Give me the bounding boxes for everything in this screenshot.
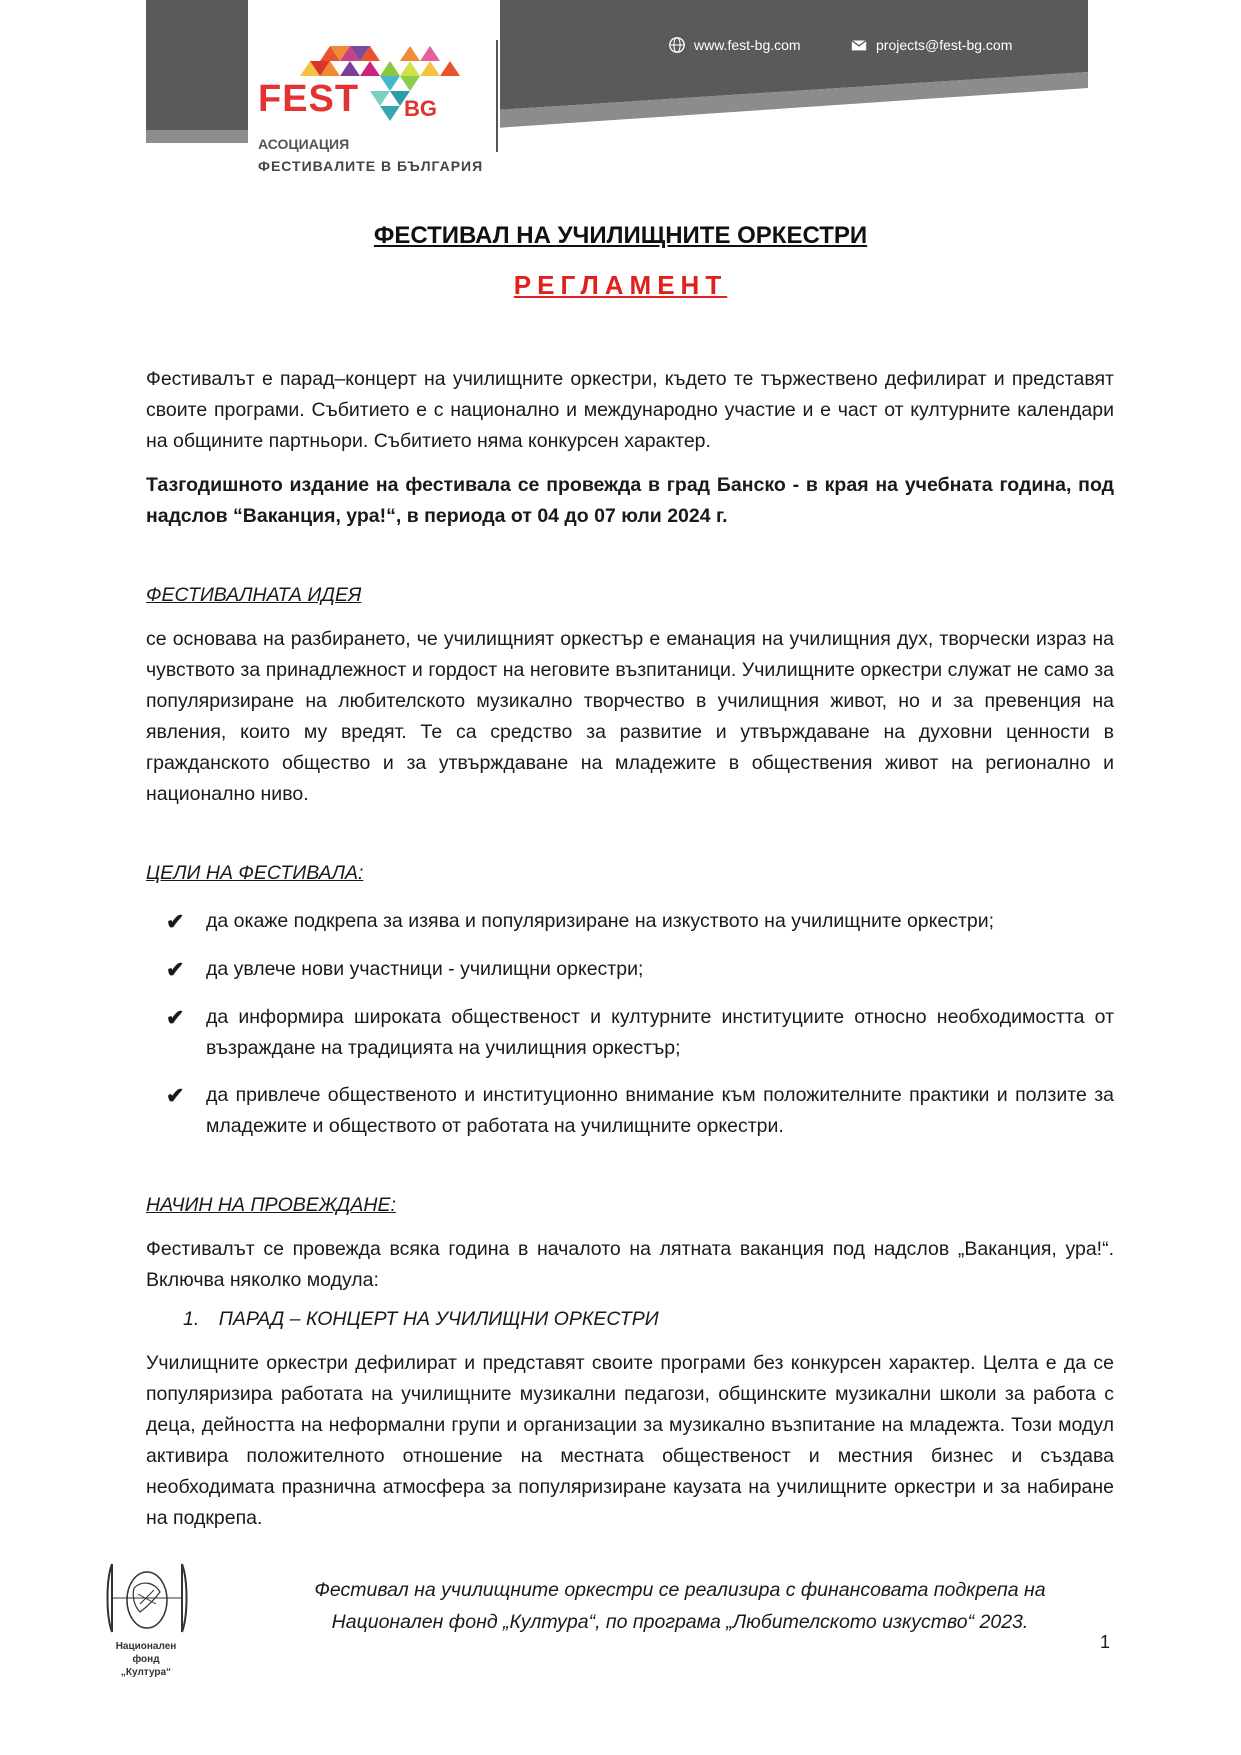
checkmark-icon: ✔: [166, 909, 185, 934]
email-link[interactable]: projects@fest-bg.com: [876, 37, 1013, 53]
national-fund-label: [98, 1640, 194, 1679]
goal-item-text: да привлече общественото и институционно внимание към положителните практики и ползите за младежите и обществото от работата на училищните оркестри.: [206, 1084, 1114, 1137]
fund-line-3: „Култура“: [120, 1667, 172, 1678]
idea-paragraph: се основава на разбирането, че училищният оркестър е еманация на училищния дух, творчески израз на чувството за принадлежност и гордост на неговите възпитаници. Училищните оркестри служат не само за популяризиране на любителското музикално творчество в училищния живот, но и за превенция на явления, които му вредят. Те са средство за развитие и утвърждаване на духовни ценности в гражданското общество и за утвърждаване на младежите в обществения живот на регионално и национално ниво.: [146, 628, 1114, 805]
logo-bg-text: BG: [404, 96, 437, 121]
module-number: 1.: [183, 1308, 200, 1330]
footer-note: [240, 1574, 1120, 1638]
logo-subtitle-text: ФЕСТИВАЛИТЕ В БЪЛГАРИЯ: [258, 158, 484, 174]
logo-fest-text: FEST: [258, 78, 360, 120]
goals-heading: ЦЕЛИ НА ФЕСТИВАЛА:: [146, 862, 364, 884]
checkmark-icon: ✔: [166, 957, 185, 982]
logo-association-text: АСОЦИАЦИЯ: [258, 136, 350, 152]
footer-line-2: Национален фонд „Култура“, по програма „Любителското изкуство“ 2023.: [331, 1611, 1029, 1633]
module-title: ПАРАД – КОНЦЕРТ НА УЧИЛИЩНИ ОРКЕСТРИ: [218, 1308, 659, 1330]
website-link[interactable]: www.fest-bg.com: [694, 37, 801, 53]
module-item: [183, 1308, 659, 1331]
module-paragraph: Училищните оркестри дефилират и представят своите програми без конкурсен характер. Целта е да се популяризира работата на училищните музикални педагози, общинските музикални школи за работа с деца, дейността на неформални групи и организации за музикално възпитание на младежта. Този модул активира положителното отношение на местната общественост и местния бизнес и създава необходимата празнична атмосфера за популяризиране каузата на училищните оркестри и за набиране на подкрепа.: [146, 1352, 1114, 1529]
document-subtitle: РЕГЛАМЕНТ: [513, 270, 728, 300]
intro-paragraph: Фестивалът е парад–концерт на училищните оркестри, където те тържествено дефилират и представят своите програми. Събитието е с национално и международно участие и е част от културните календари на общините партньори. Събитието няма конкурсен характер.: [146, 368, 1114, 452]
national-fund-culture-logo: [104, 1560, 190, 1636]
footer-line-1: Фестивал на училищните оркестри се реализира с финансовата подкрепа на: [314, 1579, 1046, 1601]
fund-line-1: Национален: [115, 1641, 177, 1652]
goal-item: [166, 1002, 1114, 1064]
method-paragraph: Фестивалът се провежда всяка година в началото на лятната ваканция под надслов „Ваканция, ура!“. Включва няколко модула:: [146, 1238, 1114, 1291]
fund-line-2: фонд: [132, 1654, 160, 1665]
goal-item-text: да увлече нови участници - училищни оркестри;: [206, 958, 644, 980]
goal-item: [166, 954, 1114, 985]
goal-item: [166, 906, 1114, 937]
goal-item-text: да информира широката общественост и културните институциите относно необходимостта от възраждане на традицията на училищния оркестър;: [206, 1006, 1114, 1059]
globe-icon: [668, 36, 686, 54]
email-contact[interactable]: [850, 36, 1012, 54]
idea-heading: ФЕСТИВАЛНАТА ИДЕЯ: [146, 584, 362, 606]
fest-bg-logo: [258, 38, 498, 178]
goal-item: [166, 1080, 1114, 1142]
goal-item-text: да окаже подкрепа за изява и популяризиране на изкуството на училищните оркестри;: [206, 910, 995, 932]
intro-bold-paragraph: Тазгодишното издание на фестивала се провежда в град Банско - в края на учебната година, под надслов “Ваканция, ура!“, в периода от 04 до 07 юли 2024 г.: [146, 474, 1114, 527]
method-heading: НАЧИН НА ПРОВЕЖДАНЕ:: [146, 1194, 396, 1216]
website-contact[interactable]: [668, 36, 801, 54]
checkmark-icon: ✔: [166, 1005, 185, 1030]
checkmark-icon: ✔: [166, 1083, 185, 1108]
page-number: 1: [1100, 1632, 1111, 1652]
envelope-icon: [850, 36, 868, 54]
document-title: ФЕСТИВАЛ НА УЧИЛИЩНИТЕ ОРКЕСТРИ: [373, 222, 868, 249]
